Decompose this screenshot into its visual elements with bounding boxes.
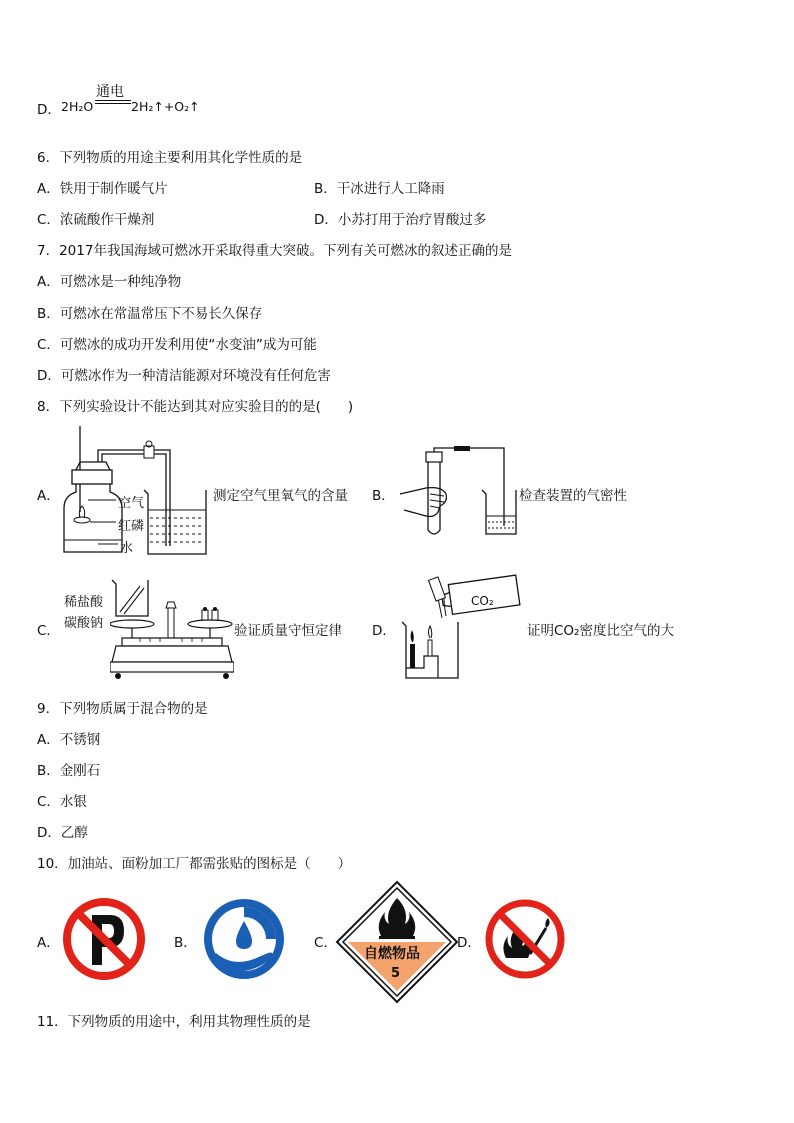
equation-left: 2H₂O bbox=[61, 99, 94, 114]
hazard-sign-text: 自燃物品 bbox=[364, 946, 420, 962]
q5-d-label: D． bbox=[37, 102, 61, 118]
q7-stem: 7．2017年我国海域可燃冰开采取得重大突破。下列有关可燃冰的叙述正确的是 bbox=[37, 243, 512, 259]
hazard-class-number: 5 bbox=[391, 966, 401, 981]
q7-option-c[interactable]: C．可燃冰的成功开发利用使“水变油”成为可能 bbox=[37, 337, 317, 353]
q9-option-a[interactable]: A．不锈钢 bbox=[37, 732, 101, 748]
q10-a-label[interactable]: A． bbox=[37, 935, 60, 951]
q8-c-label[interactable]: C． bbox=[37, 623, 60, 639]
q7-option-d[interactable]: D．可燃冰作为一种清洁能源对环境没有任何危害 bbox=[37, 368, 331, 384]
q9-option-b[interactable]: B．金刚石 bbox=[37, 763, 101, 779]
airtightness-apparatus bbox=[396, 446, 520, 538]
q10-stem: 10．加油站、面粉加工厂都需张贴的图标是（ ） bbox=[37, 856, 352, 872]
label-co2-bottle: CO₂ bbox=[471, 594, 494, 608]
equation-condition: 通电 bbox=[96, 84, 124, 100]
balance-apparatus bbox=[110, 578, 234, 680]
q8-d-label[interactable]: D． bbox=[372, 623, 396, 639]
label-sodium-carbonate: 碳酸钠 bbox=[64, 616, 104, 631]
q8-a-text: 测定空气里氧气的含量 bbox=[213, 488, 348, 504]
q8-c-text: 验证质量守恒定律 bbox=[234, 623, 342, 639]
oxygen-content-apparatus bbox=[58, 422, 210, 558]
label-air: 空气 bbox=[118, 496, 145, 511]
q9-option-c[interactable]: C．水银 bbox=[37, 794, 87, 810]
water-saving-sign-icon bbox=[202, 897, 286, 981]
equation-arrow bbox=[95, 100, 131, 104]
q7-option-a[interactable]: A．可燃冰是一种纯净物 bbox=[37, 274, 182, 290]
q6-option-d[interactable]: D．小苏打用于治疗胃酸过多 bbox=[314, 212, 487, 228]
q10-c-label[interactable]: C． bbox=[314, 935, 337, 951]
q11-stem: 11．下列物质的用途中，利用其物理性质的是 bbox=[37, 1014, 311, 1030]
q6-option-b[interactable]: B．干冰进行人工降雨 bbox=[314, 181, 445, 197]
q5-option-d bbox=[37, 98, 61, 118]
q6-stem: 6．下列物质的用途主要利用其化学性质的是 bbox=[37, 150, 303, 166]
q10-b-label[interactable]: B． bbox=[174, 935, 197, 951]
label-water: 水 bbox=[120, 541, 134, 556]
q8-a-label[interactable]: A． bbox=[37, 488, 60, 504]
spontaneous-combustion-sign-icon bbox=[335, 880, 459, 1004]
q8-stem: 8．下列实验设计不能达到其对应实验目的的是( ) bbox=[37, 399, 354, 415]
label-red-phosphorus: 红磷 bbox=[118, 519, 145, 534]
q6-option-c[interactable]: C．浓硫酸作干燥剂 bbox=[37, 212, 155, 228]
equation-right: 2H₂↑+O₂↑ bbox=[131, 99, 200, 114]
no-parking-sign-icon bbox=[62, 897, 146, 981]
q8-b-label[interactable]: B． bbox=[372, 488, 395, 504]
no-open-flame-sign-icon bbox=[484, 898, 566, 980]
q7-option-b[interactable]: B．可燃冰在常温常压下不易长久保存 bbox=[37, 306, 263, 322]
q9-option-d[interactable]: D．乙醇 bbox=[37, 825, 88, 841]
label-dilute-hcl: 稀盐酸 bbox=[64, 595, 104, 610]
q9-stem: 9．下列物质属于混合物的是 bbox=[37, 701, 208, 717]
q10-d-label[interactable]: D． bbox=[457, 935, 481, 951]
q6-option-a[interactable]: A．铁用于制作暖气片 bbox=[37, 181, 168, 197]
q8-d-text: 证明CO₂密度比空气的大 bbox=[527, 623, 674, 639]
q8-b-text: 检查装置的气密性 bbox=[519, 488, 627, 504]
co2-density-apparatus bbox=[402, 574, 524, 680]
